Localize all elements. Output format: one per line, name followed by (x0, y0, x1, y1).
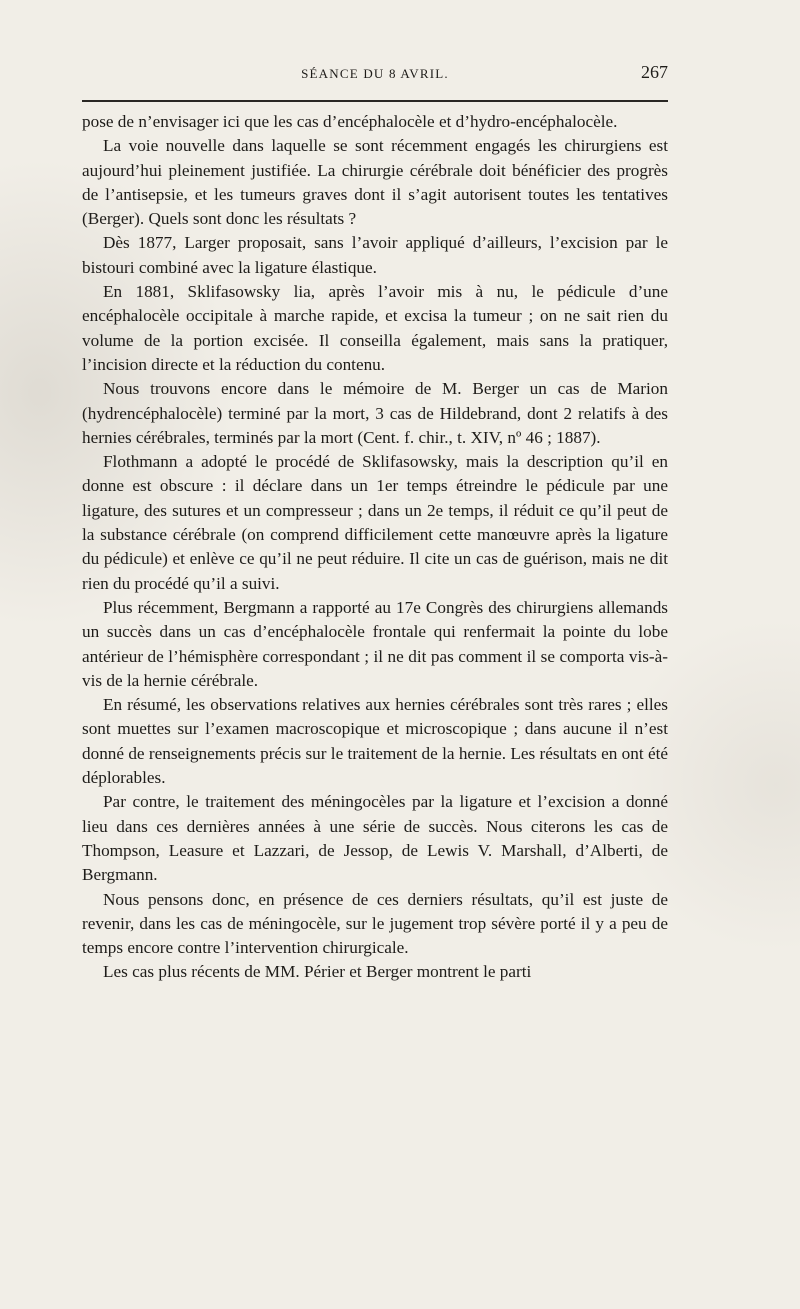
page-number: 267 (641, 62, 668, 82)
paragraph-bergmann: Plus récemment, Bergmann a rapporté au 17e Congrès des chirurgiens allemands un succès dans un cas d’encéphalocèle frontale qui renfermait la pointe du lobe antérieur de l’hémisphère correspondant ; il ne dit pas comment il se comporta vis-à-vis de la hernie cérébrale. (82, 597, 668, 690)
paragraph-en-resume: En résumé, les observations relatives aux hernies cérébrales sont très rares ; elles sont muettes sur l’examen macroscopique et microscopique ; dans aucune il n’est donné de renseignements précis sur le traitement de la hernie. Les résultats en ont été déplorables. (82, 695, 668, 788)
paragraph-voie-nouvelle: La voie nouvelle dans laquelle se sont récemment engagés les chirurgiens est aujourd’hui pleinement justifiée. La chirurgie cérébrale doit bénéficier des progrès de l’antisepsie, et les tumeurs graves dont il s’agit autorisent toutes les tentatives (Berger). Quels sont donc les résultats ? (82, 136, 668, 229)
paragraph-nous-pensons: Nous pensons donc, en présence de ces derniers résultats, qu’il est juste de revenir, dans les cas de méningocèle, sur le jugement trop sévère porté il y a peu de temps encore contre l’intervention chirurgicale. (82, 889, 668, 958)
paragraph-flothmann: Flothmann a adopté le procédé de Sklifasowsky, mais la description qu’il en donne est obscure : il déclare dans un 1er temps étreindre le pédicule par une ligature, des sutures et un compresseur ; dans un 2e temps, il réduit ce qu’il peut de la substance cérébrale (on comprend difficilement cette manœuvre après la ligature du pédicule) et enlève ce qu’il ne peut réduire. Il cite un cas de guérison, mais ne dit rien du procédé qu’il a suivi. (82, 452, 668, 593)
running-head: SÉANCE DU 8 AVRIL. (301, 66, 449, 81)
header-rule (82, 100, 668, 102)
paragraph-larger-1877: Dès 1877, Larger proposait, sans l’avoir appliqué d’ailleurs, l’excision par le bistouri combiné avec la ligature élastique. (82, 233, 668, 277)
paragraph-cas-recents: Les cas plus récents de MM. Périer et Berger montrent le parti (103, 962, 532, 982)
paragraph-continuation: pose de n’envisager ici que les cas d’encéphalocèle et d’hydro-encéphalocèle. (82, 112, 618, 131)
page-header (82, 62, 668, 86)
paragraph-berger-memoire: Nous trouvons encore dans le mémoire de M. Berger un cas de Marion (hydrencéphalocèle) terminé par la mort, 3 cas de Hildebrand, dont 2 relatifs à des hernies cérébrales, terminés par la mort (Cent. f. chir., t. XIV, nº 46 ; 1887). (82, 379, 668, 447)
text-body (82, 110, 668, 985)
paragraph-sklifasowsky-1881: En 1881, Sklifasowsky lia, après l’avoir mis à nu, le pédicule d’une encéphalocèle occipitale à marche rapide, et excisa la tumeur ; on ne sait rien du volume de la portion excisée. Il conseilla également, mais sans la pratiquer, l’incision directe et la réduction du contenu. (82, 282, 668, 374)
paragraph-par-contre: Par contre, le traitement des méningocèles par la ligature et l’excision a donné lieu dans ces dernières années à une série de succès. Nous citerons les cas de Thompson, Leasure et Lazzari, de Jessop, de Lewis V. Marshall, d’Alberti, de Bergmann. (82, 792, 668, 885)
